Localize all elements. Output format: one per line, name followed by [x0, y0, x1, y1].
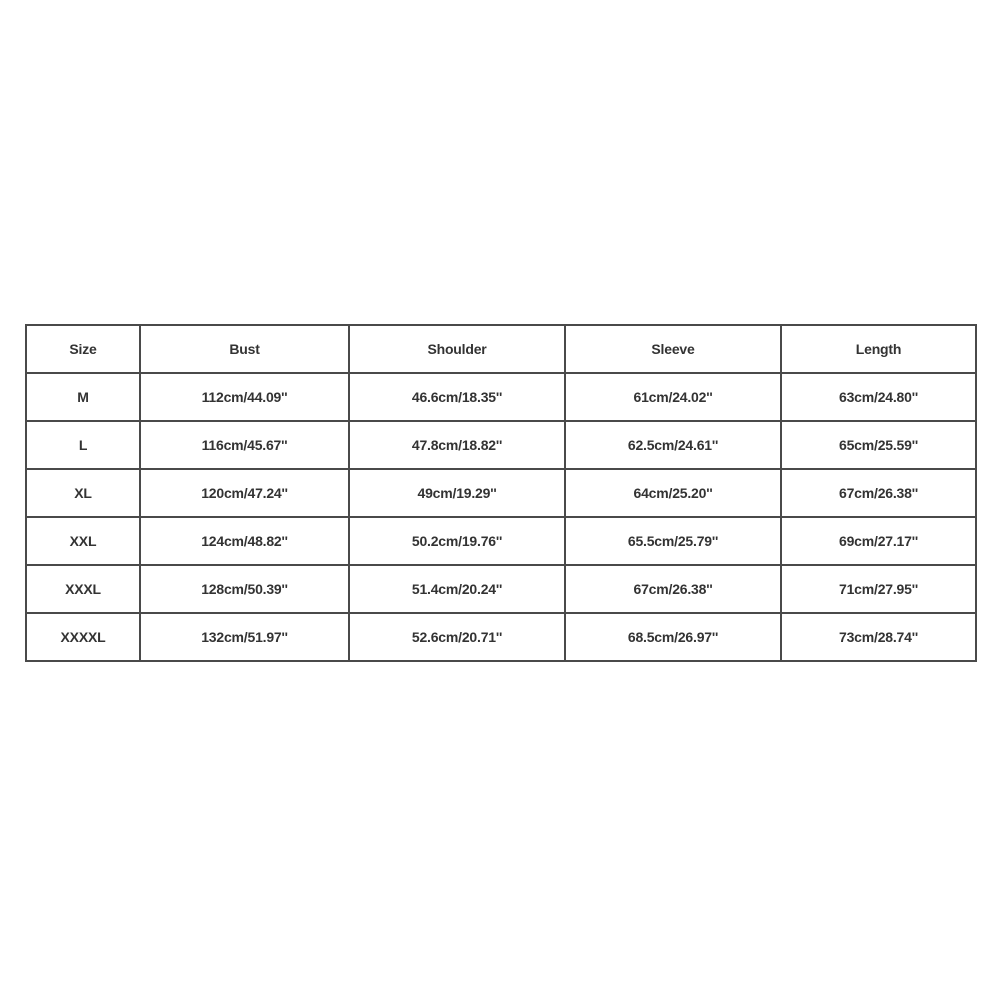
cell-bust: 124cm/48.82''	[140, 517, 349, 565]
cell-sleeve: 64cm/25.20''	[565, 469, 781, 517]
header-sleeve: Sleeve	[565, 325, 781, 373]
cell-bust: 116cm/45.67''	[140, 421, 349, 469]
table-row	[26, 565, 976, 613]
header-length: Length	[781, 325, 976, 373]
cell-shoulder: 47.8cm/18.82''	[349, 421, 565, 469]
table-row	[26, 373, 976, 421]
cell-sleeve: 61cm/24.02''	[565, 373, 781, 421]
cell-sleeve: 62.5cm/24.61''	[565, 421, 781, 469]
cell-size: L	[26, 421, 140, 469]
table-row	[26, 613, 976, 661]
cell-size: XL	[26, 469, 140, 517]
cell-sleeve: 65.5cm/25.79''	[565, 517, 781, 565]
cell-bust: 128cm/50.39''	[140, 565, 349, 613]
cell-length: 65cm/25.59''	[781, 421, 976, 469]
size-chart-table	[25, 324, 977, 662]
cell-size: XXXXL	[26, 613, 140, 661]
cell-shoulder: 49cm/19.29''	[349, 469, 565, 517]
cell-sleeve: 67cm/26.38''	[565, 565, 781, 613]
cell-shoulder: 50.2cm/19.76''	[349, 517, 565, 565]
size-chart-header	[26, 325, 976, 373]
cell-size: M	[26, 373, 140, 421]
cell-shoulder: 52.6cm/20.71''	[349, 613, 565, 661]
size-chart-body	[26, 373, 976, 661]
cell-bust: 132cm/51.97''	[140, 613, 349, 661]
cell-size: XXL	[26, 517, 140, 565]
table-row	[26, 517, 976, 565]
cell-sleeve: 68.5cm/26.97''	[565, 613, 781, 661]
table-row	[26, 469, 976, 517]
cell-length: 69cm/27.17''	[781, 517, 976, 565]
cell-length: 63cm/24.80''	[781, 373, 976, 421]
header-shoulder: Shoulder	[349, 325, 565, 373]
cell-length: 71cm/27.95''	[781, 565, 976, 613]
cell-bust: 112cm/44.09''	[140, 373, 349, 421]
cell-shoulder: 46.6cm/18.35''	[349, 373, 565, 421]
cell-bust: 120cm/47.24''	[140, 469, 349, 517]
header-row	[26, 325, 976, 373]
header-size: Size	[26, 325, 140, 373]
cell-shoulder: 51.4cm/20.24''	[349, 565, 565, 613]
cell-size: XXXL	[26, 565, 140, 613]
header-bust: Bust	[140, 325, 349, 373]
table-row	[26, 421, 976, 469]
cell-length: 73cm/28.74''	[781, 613, 976, 661]
cell-length: 67cm/26.38''	[781, 469, 976, 517]
